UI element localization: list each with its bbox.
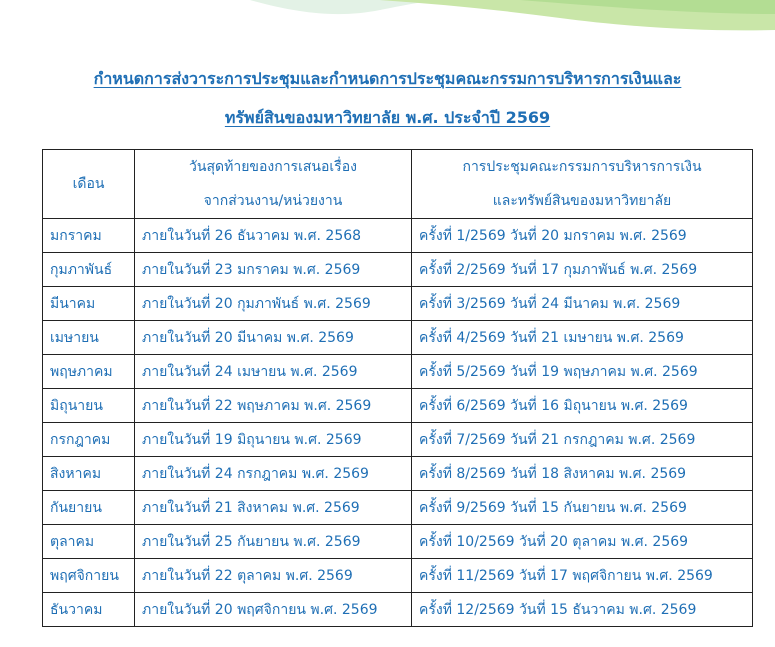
deadline-cell: ภายในวันที่ 22 ตุลาคม พ.ศ. 2569 [135, 559, 412, 593]
meeting-cell: ครั้งที่ 2/2569 วันที่ 17 กุมภาพันธ์ พ.ศ. 2569 [412, 253, 753, 287]
meeting-cell: ครั้งที่ 3/2569 วันที่ 24 มีนาคม พ.ศ. 2569 [412, 287, 753, 321]
page-title-line-2: ทรัพย์สินของมหาวิทยาลัย พ.ศ. ประจำปี 2569 [224, 108, 551, 127]
table-header-row [43, 150, 753, 219]
table-row [43, 253, 753, 287]
table-row [43, 355, 753, 389]
meeting-cell: ครั้งที่ 9/2569 วันที่ 15 กันยายน พ.ศ. 2569 [412, 491, 753, 525]
month-cell: ธันวาคม [43, 593, 135, 627]
deadline-cell: ภายในวันที่ 21 สิงหาคม พ.ศ. 2569 [135, 491, 412, 525]
month-cell: มิถุนายน [43, 389, 135, 423]
deadline-cell: ภายในวันที่ 24 เมษายน พ.ศ. 2569 [135, 355, 412, 389]
month-cell: พฤศจิกายน [43, 559, 135, 593]
month-cell: กุมภาพันธ์ [43, 253, 135, 287]
meeting-cell: ครั้งที่ 11/2569 วันที่ 17 พฤศจิกายน พ.ศ. 2569 [412, 559, 753, 593]
table-row [43, 457, 753, 491]
meeting-cell: ครั้งที่ 5/2569 วันที่ 19 พฤษภาคม พ.ศ. 2569 [412, 355, 753, 389]
header-meeting [412, 150, 753, 219]
month-cell: ตุลาคม [43, 525, 135, 559]
page-title-line-1: กำหนดการส่งวาระการประชุมและกำหนดการประชุมคณะกรรมการบริหารการเงินและ [93, 69, 682, 88]
table-row [43, 593, 753, 627]
deadline-cell: ภายในวันที่ 25 กันยายน พ.ศ. 2569 [135, 525, 412, 559]
deadline-cell: ภายในวันที่ 23 มกราคม พ.ศ. 2569 [135, 253, 412, 287]
month-cell: กรกฎาคม [43, 423, 135, 457]
deadline-cell: ภายในวันที่ 22 พฤษภาคม พ.ศ. 2569 [135, 389, 412, 423]
header-month-label: เดือน [72, 176, 105, 192]
meeting-schedule-table [42, 149, 753, 627]
deadline-cell: ภายในวันที่ 19 มิถุนายน พ.ศ. 2569 [135, 423, 412, 457]
deadline-cell: ภายในวันที่ 20 พฤศจิกายน พ.ศ. 2569 [135, 593, 412, 627]
meeting-cell: ครั้งที่ 8/2569 วันที่ 18 สิงหาคม พ.ศ. 2569 [412, 457, 753, 491]
meeting-cell: ครั้งที่ 7/2569 วันที่ 21 กรกฎาคม พ.ศ. 2569 [412, 423, 753, 457]
month-cell: กันยายน [43, 491, 135, 525]
meeting-cell: ครั้งที่ 4/2569 วันที่ 21 เมษายน พ.ศ. 2569 [412, 321, 753, 355]
table-row [43, 389, 753, 423]
meeting-cell: ครั้งที่ 6/2569 วันที่ 16 มิถุนายน พ.ศ. 2569 [412, 389, 753, 423]
table-row [43, 525, 753, 559]
deadline-cell: ภายในวันที่ 20 มีนาคม พ.ศ. 2569 [135, 321, 412, 355]
month-cell: มกราคม [43, 219, 135, 253]
table-row [43, 423, 753, 457]
month-cell: พฤษภาคม [43, 355, 135, 389]
meeting-cell: ครั้งที่ 10/2569 วันที่ 20 ตุลาคม พ.ศ. 2569 [412, 525, 753, 559]
table-row [43, 321, 753, 355]
month-cell: เมษายน [43, 321, 135, 355]
month-cell: สิงหาคม [43, 457, 135, 491]
header-deadline-line-1: วันสุดท้ายของการเสนอเรื่อง [189, 159, 357, 175]
table-row [43, 287, 753, 321]
table-row [43, 219, 753, 253]
month-cell: มีนาคม [43, 287, 135, 321]
table-row [43, 491, 753, 525]
header-meeting-line-1: การประชุมคณะกรรมการบริหารการเงิน [462, 159, 702, 175]
header-deadline-line-2: จากส่วนงาน/หน่วยงาน [203, 193, 343, 209]
meeting-cell: ครั้งที่ 1/2569 วันที่ 20 มกราคม พ.ศ. 2569 [412, 219, 753, 253]
deadline-cell: ภายในวันที่ 26 ธันวาคม พ.ศ. 2568 [135, 219, 412, 253]
deadline-cell: ภายในวันที่ 24 กรกฎาคม พ.ศ. 2569 [135, 457, 412, 491]
meeting-cell: ครั้งที่ 12/2569 วันที่ 15 ธันวาคม พ.ศ. 2569 [412, 593, 753, 627]
header-meeting-line-2: และทรัพย์สินของมหาวิทยาลัย [492, 193, 672, 209]
table-row [43, 559, 753, 593]
header-wave-decoration [0, 0, 775, 40]
header-deadline [135, 150, 412, 219]
header-month [43, 150, 135, 219]
deadline-cell: ภายในวันที่ 20 กุมภาพันธ์ พ.ศ. 2569 [135, 287, 412, 321]
